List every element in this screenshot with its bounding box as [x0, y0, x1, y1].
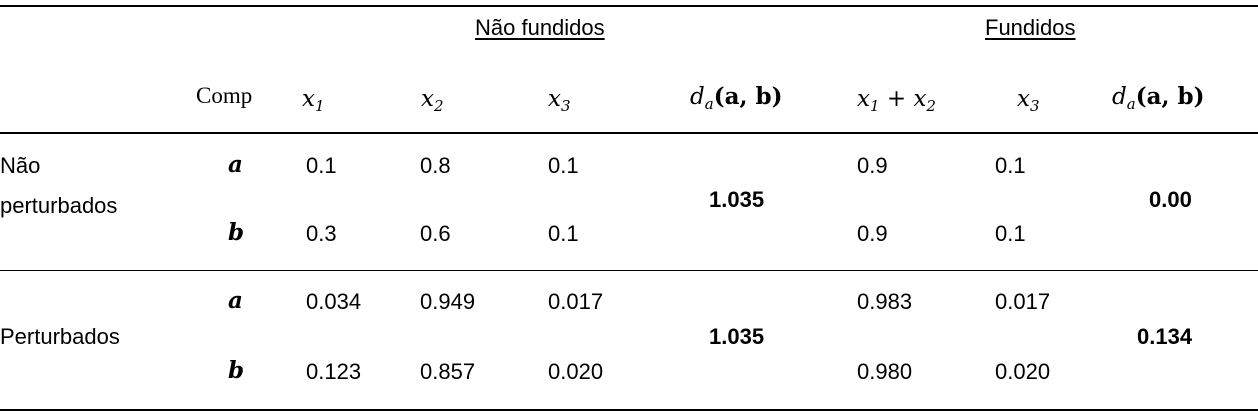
table-cell: 0.6: [420, 221, 451, 246]
table-cell: 0.980: [857, 359, 913, 384]
comp-b-cell: b: [228, 219, 245, 246]
table-cell: 0.949: [420, 289, 476, 314]
row-group-label-unperturbed-line2: perturbados: [0, 193, 118, 218]
group-separator-rule: [0, 270, 1258, 271]
comp-b-cell: b: [228, 357, 245, 384]
table-cell: 0.983: [857, 289, 913, 314]
distance-fused-value: 0.00: [1149, 187, 1192, 212]
table-cell: 0.1: [306, 153, 337, 178]
table-top-rule: [0, 5, 1258, 7]
column-header-distance-fused: $d_a(a$, b): [1112, 83, 1205, 113]
column-header-x2: $x_2$: [421, 86, 444, 115]
row-group-label-unperturbed-line1: Não: [0, 153, 41, 178]
table-cell: 0.8: [420, 153, 451, 178]
header-bottom-rule: [0, 132, 1258, 134]
column-header-comp: Comp: [196, 83, 253, 108]
column-header-x3: $x_3$: [548, 86, 571, 115]
table-cell: 0.1: [548, 153, 579, 178]
table-cell: 0.017: [548, 289, 604, 314]
comp-a-cell: a: [228, 287, 243, 314]
comp-a-cell: a: [228, 151, 243, 178]
column-header-x1: $x_1$: [302, 86, 325, 115]
group-header-unfused: Não fundidos: [475, 15, 605, 40]
table-cell: 0.9: [857, 221, 888, 246]
distance-fused-value: 0.134: [1137, 324, 1193, 349]
group-header-fused: Fundidos: [985, 15, 1076, 40]
table-bottom-rule: [0, 409, 1258, 411]
table-cell: 0.1: [995, 153, 1026, 178]
table-cell: 0.1: [548, 221, 579, 246]
row-group-label-perturbed: Perturbados: [0, 324, 120, 349]
table-cell: 0.3: [306, 221, 337, 246]
table-cell: 0.020: [995, 359, 1051, 384]
distance-unfused-value: 1.035: [709, 187, 765, 212]
distance-unfused-value: 1.035: [709, 324, 765, 349]
table-cell: 0.017: [995, 289, 1051, 314]
table-cell: 0.020: [548, 359, 604, 384]
column-header-x3-fused: $x_3$: [1017, 86, 1040, 115]
table-cell: 0.857: [420, 359, 476, 384]
table-cell: 0.9: [857, 153, 888, 178]
table-cell: 0.034: [306, 289, 362, 314]
table-cell: 0.1: [995, 221, 1026, 246]
table-cell: 0.123: [306, 359, 362, 384]
column-header-distance-unfused: $d_a(a$, b): [690, 83, 783, 113]
column-header-x1-plus-x2: $x_1 + x_2$: [857, 86, 936, 115]
